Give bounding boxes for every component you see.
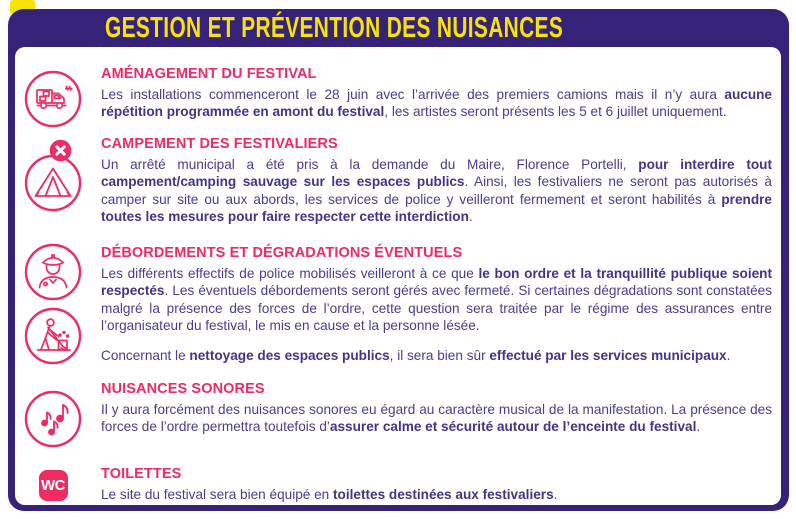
police-officer-icon	[24, 243, 82, 301]
music-notes-icon	[24, 390, 82, 448]
section-icon-column	[22, 382, 84, 448]
section-paragraph: Les installations commenceront le 28 juin avec l’arrivée des premiers camions mais il n’y aura aucune répétition programmée en amont du festival, les artistes seront présents les 5 et 6 juillet uniquement.	[101, 87, 772, 120]
section-paragraph: Il y aura forcément des nuisances sonores eu égard au caractère musical de la manifestation. La présence des forces de l’ordre permettra toutefois d’assurer calme et sécurité autour de l’enceinte du festival.	[101, 402, 772, 435]
section-nuisances-sonores	[22, 382, 772, 448]
section-amenagement-festival	[22, 67, 772, 128]
header-banner	[8, 9, 789, 47]
page-title: GESTION ET PRÉVENTION DES NUISANCES	[105, 11, 564, 44]
section-paragraph: Les différents effectifs de police mobilisés veilleront à ce que le bon ordre et la tranquillité publique soient respectés. Les éventuels débordements seront gérés avec fermeté. Si certaines dégradations sont constatées malgré la présence des forces de l’ordre, cette question sera traitée par le régime des assurances entre l’organisateur du festival, le mis en cause et la personne lésée.	[101, 266, 772, 333]
section-debordements-degradations	[22, 246, 772, 365]
prohibited-x-icon	[49, 139, 72, 162]
section-icon-column	[22, 137, 84, 225]
section-paragraph: Un arrêté municipal a été pris à la demande du Maire, Florence Portelli, pour interdire tout campement/camping sauvage sur les espaces publics. Ainsi, les festivaliers ne seront pas autorisés à camper sur site ou aux abords, les services de police y veilleront fermement et seront habilités à prendre toutes les mesures pour faire respecter cette interdiction.	[101, 157, 773, 224]
section-icon-column	[22, 246, 84, 365]
section-heading: AMÉNAGEMENT DU FESTIVAL	[101, 66, 317, 82]
section-paragraph: Concernant le nettoyage des espaces publics, il sera bien sûr effectué par les services municipaux.	[101, 348, 731, 364]
section-heading: CAMPEMENT DES FESTIVALIERS	[101, 136, 338, 152]
truck-icon	[24, 70, 82, 128]
section-heading: NUISANCES SONORES	[101, 381, 265, 397]
section-heading: DÉBORDEMENTS ET DÉGRADATIONS ÉVENTUELS	[101, 245, 463, 261]
section-campement-festivaliers	[22, 137, 772, 225]
wc-icon: WC	[39, 470, 68, 501]
section-icon-column	[22, 67, 84, 128]
section-heading: TOILETTES	[101, 466, 182, 482]
section-icon-column	[22, 467, 84, 503]
street-cleaner-icon	[24, 307, 82, 365]
section-toilettes	[22, 467, 772, 503]
section-paragraph: Le site du festival sera bien équipé en toilettes destinées aux festivaliers.	[101, 487, 558, 502]
no-camping-tent-icon	[24, 154, 82, 212]
